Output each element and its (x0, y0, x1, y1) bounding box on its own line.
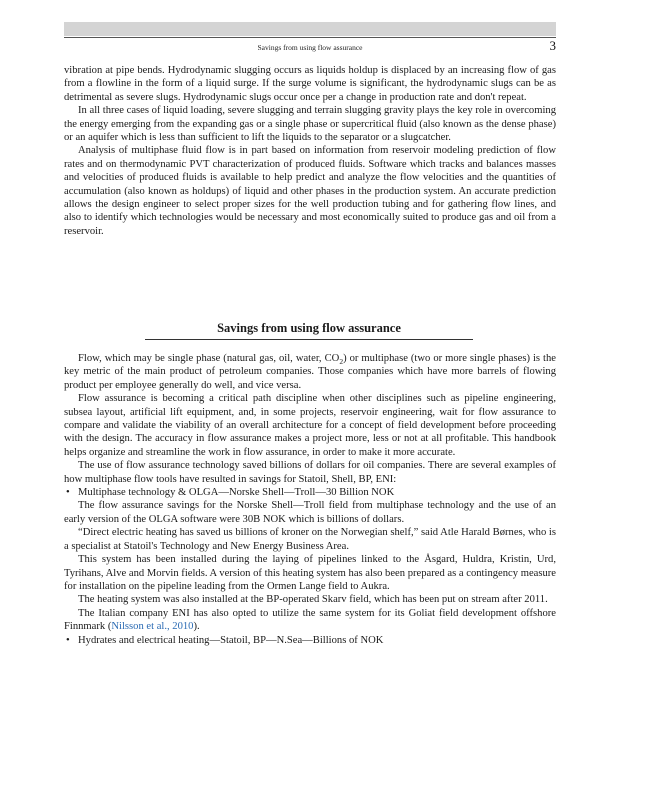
bullet-item (64, 634, 556, 647)
running-header (64, 37, 556, 57)
bullet-text: Multiphase technology & OLGA—Norske Shell—Troll—30 Billion NOK (78, 487, 395, 499)
paragraph: vibration at pipe bends. Hydrodynamic slugging occurs as liquids holdup is displaced by an increasing flow of gas from a flowline in the form of a liquid surge. If the surge volume is significant, the hydrodynamic slugs can be as detrimental as severe slugs. Hydrodynamic slugs occur once per a change in production rate and don't repeat. (64, 65, 556, 103)
subscript: 2 (339, 357, 344, 367)
section-body (64, 352, 556, 647)
intro-text (64, 64, 556, 238)
paragraph: In all three cases of liquid loading, severe slugging and terrain slugging gravity plays the key role in overcoming the energy emerging from the expanding gas or a single phase or supercritical fluid (also known as the dense phase) or an aquifer which is less than sufficient to lift the liquids to the separator or a slugcatcher. (64, 105, 556, 144)
p8-text-b: ). (193, 621, 200, 633)
page-number: 3 (549, 38, 556, 53)
paragraph: This system has been installed during the laying of pipelines linked to the Åsgard, Huldra, Kristin, Urd, Tyrihans, Alve and Morvin fields. A version of this heating system has also been prepared as a contingency measure for installation on the pipeline leading from the Ormen Lange field to Aukra. (64, 554, 556, 592)
paragraph: Analysis of multiphase fluid flow is in part based on information from reservoir modeling prediction of flow rates and on thermodynamic PVT characterization of produced fluids. Software which tracks and balances masses and velocities of produced fluids is available to help predict and analyze the flow velocities and the quantities of accumulation (also known as holdups) of liquid and other phases in the production system. An accurate prediction allows the design engineer to select proper sizes for the well production tubing and for gathering flow lines, and also to identify which technologies would be necessary and most economically suited to produce gas and oil from a reservoir. (64, 145, 556, 237)
section-heading: Savings from using flow assurance (145, 321, 473, 340)
citation-link[interactable]: Nilsson et al., 2010 (111, 621, 194, 633)
p8-text-a: The Italian company ENI has also opted to utilize the same system for its Goliat field development offshore Finnmark ( (64, 607, 556, 633)
running-title: Savings from using flow assurance (257, 43, 363, 52)
paragraph (64, 352, 556, 392)
header-band (64, 22, 556, 36)
bullet-text: Hydrates and electrical heating—Statoil, BP—N.Sea—Billions of NOK (78, 634, 384, 646)
paragraph: “Direct electric heating has saved us billions of kroner on the Norwegian shelf,” said Atle Harald Børnes, who is a specialist at Statoil's Technology and New Energy Business Area. (64, 527, 556, 552)
paragraph: The heating system was also installed at the BP-operated Skarv field, which has been put on stream after 2011. (78, 594, 548, 606)
p1-text-a: Flow, which may be single phase (natural gas, oil, water, CO (78, 353, 340, 364)
bullet-icon: • (66, 487, 70, 499)
paragraph: The use of flow assurance technology saved billions of dollars for oil companies. There are several examples of how multiphase flow tools have resulted in savings for Statoil, Shell, BP, ENI: (64, 460, 556, 485)
paragraph: Flow assurance is becoming a critical path discipline when other disciplines such as pipeline engineering, subsea layout, artificial lift equipment, and, in some projects, reservoir engineering, wait for flow assurance to compare and validate the viability of an overall architecture for a concept of field development before proceeding with the design. The accuracy in flow assurance makes a project more, less or not at all profitable. This handbook helps organize and streamline the work in flow assurance, in order to make it more accurate. (64, 393, 556, 458)
bullet-item (64, 486, 556, 499)
paragraph: The flow assurance savings for the Norske Shell—Troll field from multiphase technology and the use of an early version of the OLGA software were 30B NOK which is billions of dollars. (64, 500, 556, 525)
p1-text-b: ) or multiphase (two or more single phases) is the key metric of the main product of petroleum companies. Those companies which have more barrels of flowing product per employee generally do well, and vice versa. (64, 353, 556, 391)
bullet-icon: • (66, 634, 70, 646)
paragraph (64, 607, 556, 634)
